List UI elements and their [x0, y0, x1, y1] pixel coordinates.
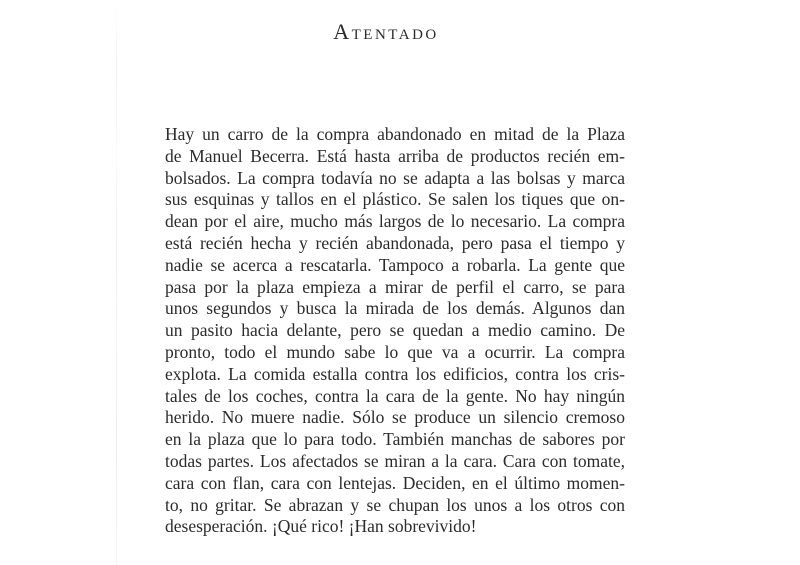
text-line: sus esquinas y tallos en el plástico. Se salen los tiques que on- — [165, 189, 625, 210]
text-line: nadie se acerca a rescatarla. Tampoco a robarla. La gente que — [165, 254, 625, 275]
text-line: unos segundos y busca la mirada de los demás. Algunos dan — [165, 298, 625, 319]
text-line: de Manuel Becerra. Está hasta arriba de productos recién em- — [165, 145, 625, 166]
text-line: explota. La comida estalla contra los edificios, contra los cris- — [165, 363, 625, 384]
story-paragraph — [165, 124, 625, 538]
text-line: todas partes. Los afectados se miran a la cara. Cara con tomate, — [165, 450, 625, 471]
text-line: cara con flan, cara con lentejas. Deciden, en el último momen- — [165, 472, 625, 493]
text-line: tales de los coches, contra la cara de la gente. No hay ningún — [165, 385, 625, 406]
chapter-title: Atentado — [333, 19, 439, 44]
text-line: pasa por la plaza empieza a mirar de perfil el carro, se para — [165, 276, 625, 297]
text-line: dean por el aire, mucho más largos de lo necesario. La compra — [165, 211, 625, 232]
page-edge-scan-line — [116, 0, 117, 565]
text-line: pronto, todo el mundo sabe lo que va a ocurrir. La compra — [165, 341, 625, 362]
text-line: en la plaza que lo para todo. También manchas de sabores por — [165, 429, 625, 450]
text-line: to, no gritar. Se abrazan y se chupan los unos a los otros con — [165, 494, 625, 515]
text-line: bolsados. La compra todavía no se adapta a las bolsas y marca — [165, 167, 625, 188]
text-line: un pasito hacia delante, pero se quedan a medio camino. De — [165, 320, 625, 341]
text-line: Hay un carro de la compra abandonado en mitad de la Plaza — [165, 124, 625, 144]
text-line: está recién hecha y recién abandonada, pero pasa el tiempo y — [165, 232, 625, 253]
text-line: herido. No muere nadie. Sólo se produce un silencio cremoso — [165, 407, 625, 428]
text-line: desesperación. ¡Qué rico! ¡Han sobrevivido! — [165, 516, 477, 537]
